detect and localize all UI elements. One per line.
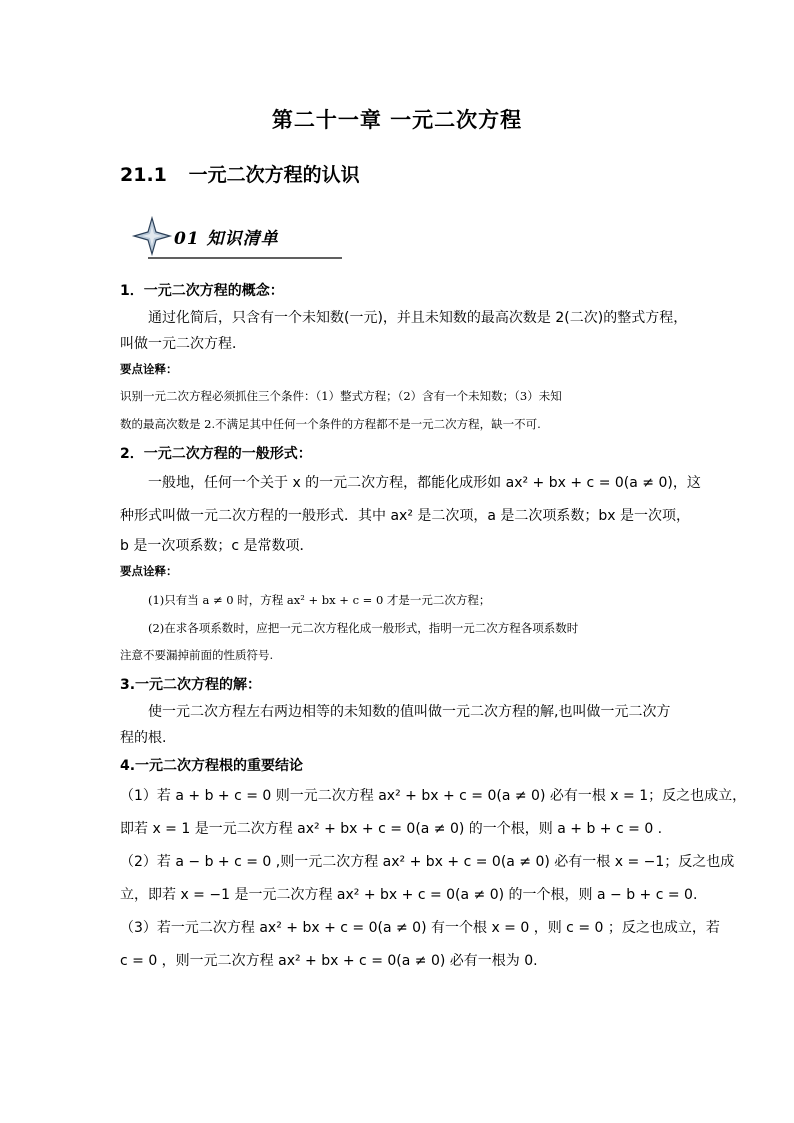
chapter-title: 第二十一章 一元二次方程 — [271, 107, 523, 132]
note-line: (2)在求各项系数时，应把一元二次方程化成一般形式，指明一元二次方程各项系数时 — [148, 621, 579, 635]
general-form-heading: 2．一元二次方程的一般形式： — [120, 446, 312, 462]
roots-heading: 4.一元二次方程根的重要结论 — [120, 758, 304, 774]
section-title: 一元二次方程的认识 — [188, 164, 360, 186]
general-form-line-2: 种形式叫做一元二次方程的一般形式．其中 ax² 是二次项，a 是二次项系数；bx 是一次项， — [120, 508, 691, 524]
note-line: (1)只有当 a ≠ 0 时，方程 ax² + bx + c = 0 才是一元二次方程； — [148, 593, 491, 607]
note-line: 注意不要漏掉前面的性质符号. — [120, 648, 274, 662]
section-number: 21.1 — [120, 164, 167, 186]
section-heading — [120, 160, 360, 187]
general-form-line-1: 一般地，任何一个关于 x 的一元二次方程，都能化成形如 ax² + bx + c = 0(a ≠ 0)，这 — [148, 475, 701, 491]
roots-conclusion-3b: c = 0 ，则一元二次方程 ax² + bx + c = 0(a ≠ 0) 必有一根为 0. — [120, 953, 538, 969]
roots-conclusion-1b: 即若 x = 1 是一元二次方程 ax² + bx + c = 0(a ≠ 0) 的一个根，则 a + b + c = 0 . — [120, 821, 663, 837]
roots-conclusion-3a: （3）若一元二次方程 ax² + bx + c = 0(a ≠ 0) 有一个根 x = 0 ，则 c = 0 ；反之也成立，若 — [120, 920, 720, 936]
concept-paragraph-line-2: 叫做一元二次方程． — [120, 336, 246, 352]
knowledge-list-badge — [130, 212, 344, 262]
concept-heading: 1．一元二次方程的概念： — [120, 283, 284, 299]
solution-line-1: 使一元二次方程左右两边相等的未知数的值叫做一元二次方程的解,也叫做一元二次方 — [148, 704, 671, 720]
note-line: 数的最高次数是 2.不满足其中任何一个条件的方程都不是一元二次方程，缺一不可. — [120, 417, 541, 431]
solution-line-2: 程的根. — [120, 730, 167, 746]
concept-paragraph-line-1: 通过化简后，只含有一个未知数(一元)，并且未知数的最高次数是 2(二次)的整式方程， — [148, 310, 688, 326]
note-title: 要点诠释： — [120, 564, 178, 578]
roots-conclusion-2a: （2）若 a − b + c = 0 ,则一元二次方程 ax² + bx + c = 0(a ≠ 0) 必有一根 x = −1；反之也成 — [120, 854, 735, 870]
badge-title: 01 知识清单 — [174, 229, 279, 249]
general-form-line-3: b 是一次项系数；c 是常数项． — [120, 538, 314, 554]
roots-conclusion-1a: （1）若 a + b + c = 0 则一元二次方程 ax² + bx + c = 0(a ≠ 0) 必有一根 x = 1；反之也成立， — [120, 788, 747, 804]
roots-conclusion-2b: 立，即若 x = −1 是一元二次方程 ax² + bx + c = 0(a ≠ 0) 的一个根，则 a − b + c = 0. — [120, 887, 698, 903]
note-title: 要点诠释： — [120, 362, 178, 376]
note-line: 识别一元二次方程必须抓住三个条件：（1）整式方程；（2）含有一个未知数；（3）未知 — [120, 389, 562, 403]
solution-heading: 3.一元二次方程的解： — [120, 677, 262, 693]
